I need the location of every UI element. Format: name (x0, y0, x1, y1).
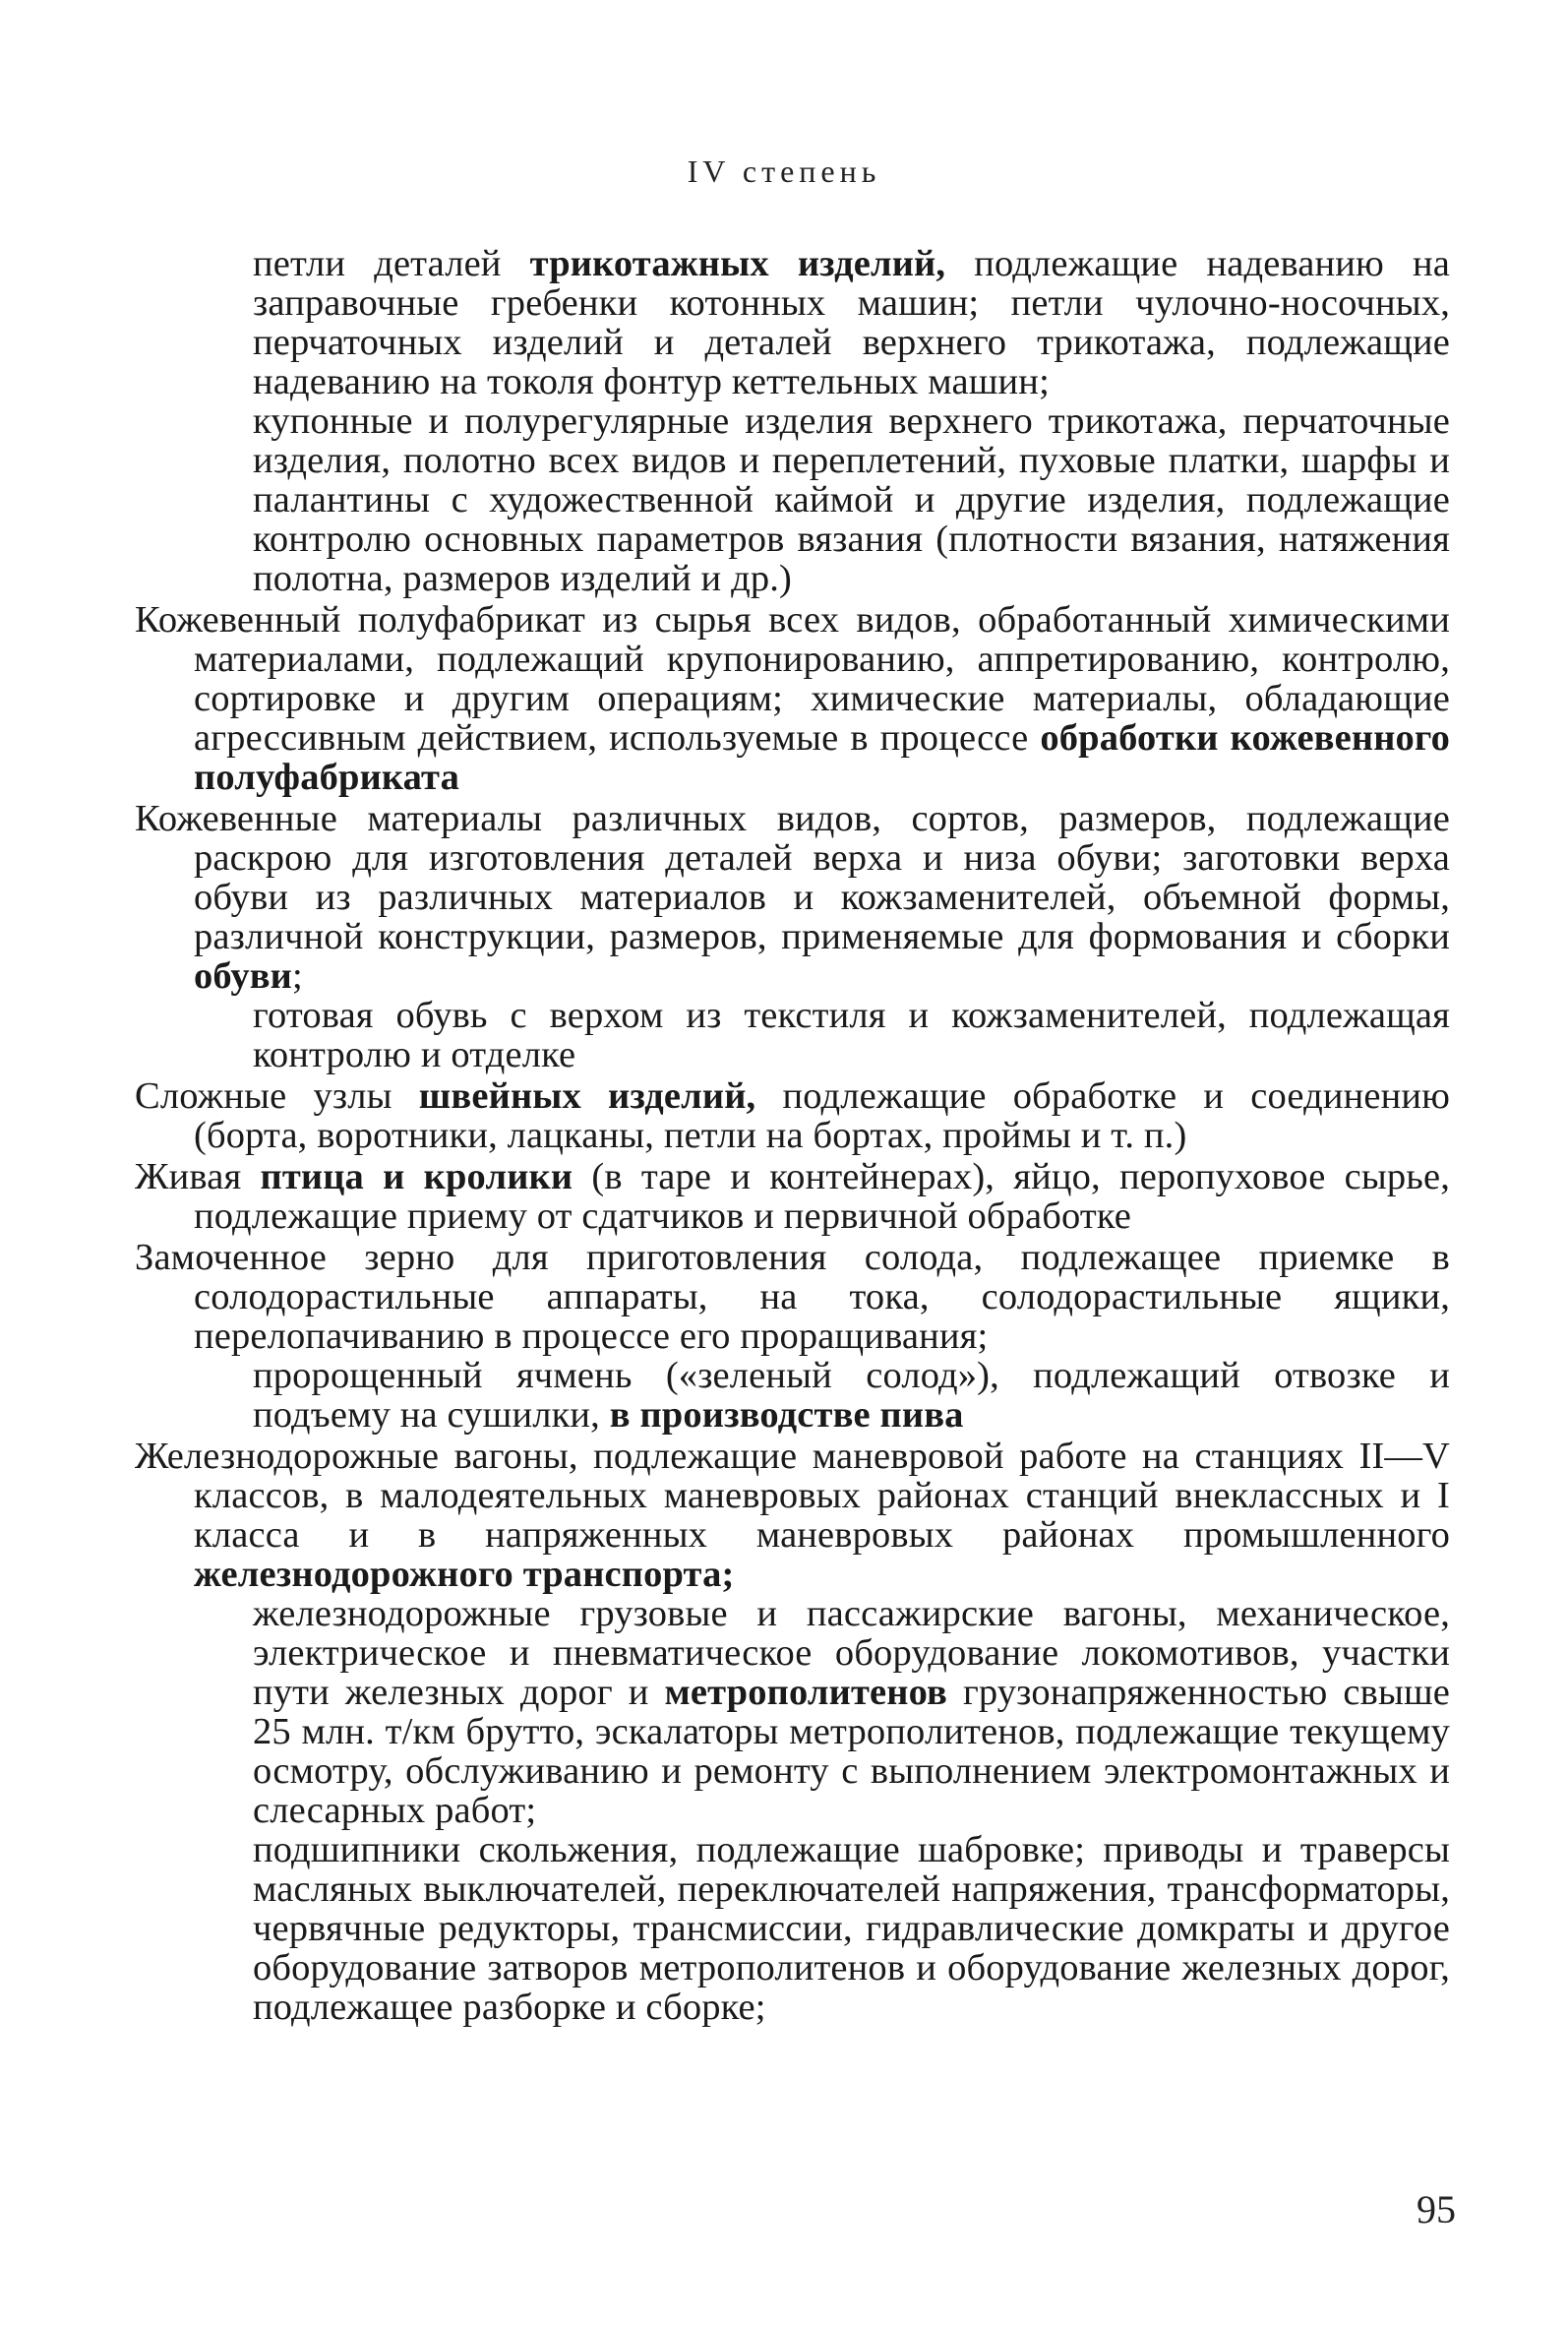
text-run: Железнодорожные вагоны, подлежащие маневровой работе на станциях II—V классов, в малодеятельных маневровых районах станций внеклассных и I класса и в напряженных маневровых районах промышленного (135, 1436, 1450, 1556)
entry-paragraph (194, 1356, 1450, 1435)
entry-paragraph (135, 798, 1450, 997)
text-run: Сложные узлы (135, 1075, 419, 1117)
text-run: ; (292, 955, 303, 997)
text-entry (135, 600, 1450, 797)
bold-term: швейных изделий, (418, 1075, 756, 1117)
text-entry (135, 799, 1450, 1074)
text-entry (135, 244, 1450, 598)
text-run: (в таре и контейнерах), яйцо, перопуховое сырье, подлежащие приему от сдатчиков и первичной обработке (194, 1156, 1450, 1237)
page-number: 95 (1417, 2187, 1456, 2232)
entry-paragraph (135, 1075, 1450, 1156)
entry-paragraph (135, 1237, 1450, 1357)
bold-term: в производстве пива (609, 1394, 964, 1436)
text-run: подшипники скольжения, подлежащие шабровке; приводы и траверсы масляных выключателей, переключателей напряжения, трансформаторы, червячные редукторы, трансмиссии, гидравлические домкраты и другое оборудование затворов метрополитенов и оборудование железных дорог, подлежащее разборке и сборке; (253, 1829, 1450, 2028)
text-run: Кожевенные материалы различных видов, сортов, размеров, подлежащие раскрою для изготовления деталей верха и низа обуви; заготовки верха обуви из различных материалов и кожзаменителей, объемной формы, различной конструкции, размеров, применяемые для формования и сборки (135, 798, 1450, 957)
bold-term: трикотажных изделий, (529, 243, 946, 284)
text-run: Живая (135, 1156, 261, 1197)
page-body (135, 244, 1450, 2029)
text-run: подлежащие обработке и соединению (борта, воротники, лацканы, петли на бортах, проймы и т. п.) (194, 1075, 1450, 1156)
bold-term: обуви (194, 955, 293, 997)
text-run: купонные и полурегулярные изделия верхнего трикотажа, перчаточные изделия, полотно всех видов и переплетений, пуховые платки, шарфы и палантины с художественной каймой и другие изделия, подлежащие контролю основных параметров вязания (плотности вязания, натяжения полотна, размеров изделий и др.) (253, 400, 1450, 599)
bold-term: обработки кожевенного полуфабриката (194, 717, 1450, 798)
text-run: готовая обувь с верхом из текстиля и кожзаменителей, подлежащая контролю и отделке (253, 995, 1450, 1075)
text-entry (135, 1076, 1450, 1155)
text-run: Замоченное зерно для приготовления солода, подлежащее приемке в солодорастильные аппараты, на тока, солодорастильные ящики, перелопачиванию в процессе его проращивания; (135, 1237, 1450, 1357)
entry-paragraph (135, 1156, 1450, 1237)
text-run: железнодорожные грузовые и пассажирские вагоны, механическое, электрическое и пневматическое оборудование локомотивов, участки пути железных дорог и (253, 1593, 1450, 1713)
text-run: Кожевенный полуфабрикат из сырья всех видов, обработанный химическими материалами, подлежащий крупонированию, аппретированию, контролю, сортировке и другим операциям; химические материалы, обладающие агрессивным действием, используемые в процессе (135, 599, 1450, 759)
entry-paragraph (194, 244, 1450, 401)
running-header: IV степень (687, 153, 881, 189)
entry-paragraph (194, 401, 1450, 598)
bold-term: метрополитенов (664, 1672, 947, 1713)
bold-term: птица и кролики (260, 1156, 573, 1197)
text-entry (135, 1238, 1450, 1435)
entry-paragraph (194, 1830, 1450, 2027)
text-run: грузонапряженностью свыше 25 млн. т/км брутто, эскалаторы метрополитенов, подлежащие текущему осмотру, обслуживанию и ремонту с выполнением электромонтажных и слесарных работ; (253, 1672, 1450, 1831)
entry-paragraph (135, 1436, 1450, 1595)
text-entry (135, 1157, 1450, 1236)
text-run: петли деталей (253, 243, 530, 284)
text-run: пророщенный ячмень («зеленый солод»), подлежащий отвозке и подъему на сушилки, (253, 1355, 1450, 1436)
entry-paragraph (194, 1594, 1450, 1830)
entry-paragraph (135, 599, 1450, 798)
bold-term: железнодорожного транспорта; (194, 1554, 735, 1595)
text-run: подлежащие надеванию на заправочные гребенки котонных машин; петли чулочно-носочных, перчаточных изделий и деталей верхнего трикотажа, подлежащие надеванию на токоля фонтур кеттельных машин; (253, 243, 1450, 402)
entry-paragraph (194, 996, 1450, 1074)
text-entry (135, 1437, 1450, 2027)
